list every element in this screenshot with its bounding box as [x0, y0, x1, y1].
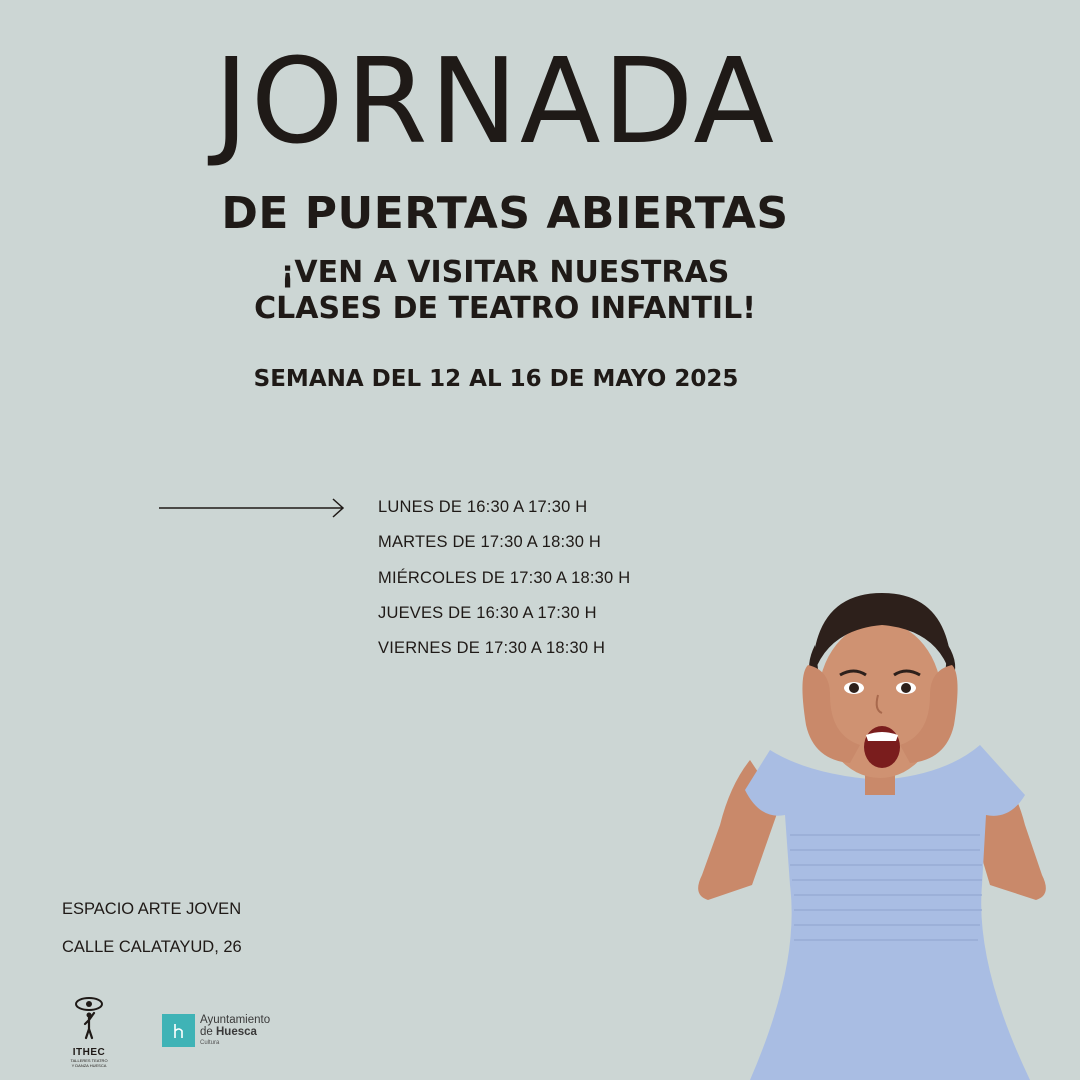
schedule-item-wednesday: MIÉRCOLES DE 17:30 A 18:30 H	[378, 568, 631, 587]
ithec-name: ITHEC	[72, 1047, 106, 1058]
schedule-item-friday: VIERNES DE 17:30 A 18:30 H	[378, 639, 606, 658]
ithec-logo	[66, 996, 112, 1068]
poster-subtitle: DE PUERTAS ABIERTAS	[221, 188, 789, 239]
tagline-line-2: CLASES DE TEATRO INFANTIL!	[254, 291, 756, 326]
venue-name: ESPACIO ARTE JOVEN	[62, 900, 242, 918]
huesca-logo-icon	[162, 1014, 195, 1047]
ayto-line-3: Cultura	[200, 1040, 220, 1046]
ayuntamiento-logo	[162, 1014, 270, 1047]
schedule-list	[378, 495, 630, 671]
poster-title: JORNADA	[213, 32, 777, 170]
street-address: CALLE CALATAYUD, 26	[62, 938, 242, 956]
ayto-line-2: de Huesca	[200, 1025, 257, 1038]
schedule-item-tuesday: MARTES DE 17:30 A 18:30 H	[378, 533, 601, 552]
ithec-sub-2: Y DANZA HUESCA	[71, 1063, 107, 1068]
girl-photo	[690, 585, 1060, 1080]
arrow-right-icon	[158, 496, 348, 520]
address-block	[62, 890, 242, 966]
eye-figure-icon	[73, 996, 105, 1040]
ayto-line-1: Ayuntamiento	[200, 1014, 271, 1026]
week-dates: SEMANA DEL 12 AL 16 DE MAYO 2025	[253, 366, 739, 392]
schedule-item-thursday: JUEVES DE 16:30 A 17:30 H	[378, 603, 597, 622]
tagline-line-1: ¡VEN A VISITAR NUESTRAS	[280, 255, 730, 290]
schedule-item-monday: LUNES DE 16:30 A 17:30 H	[378, 498, 588, 516]
poster-tagline	[0, 255, 1010, 327]
ithec-sub-1: TALLERES TEATRO	[70, 1058, 108, 1063]
